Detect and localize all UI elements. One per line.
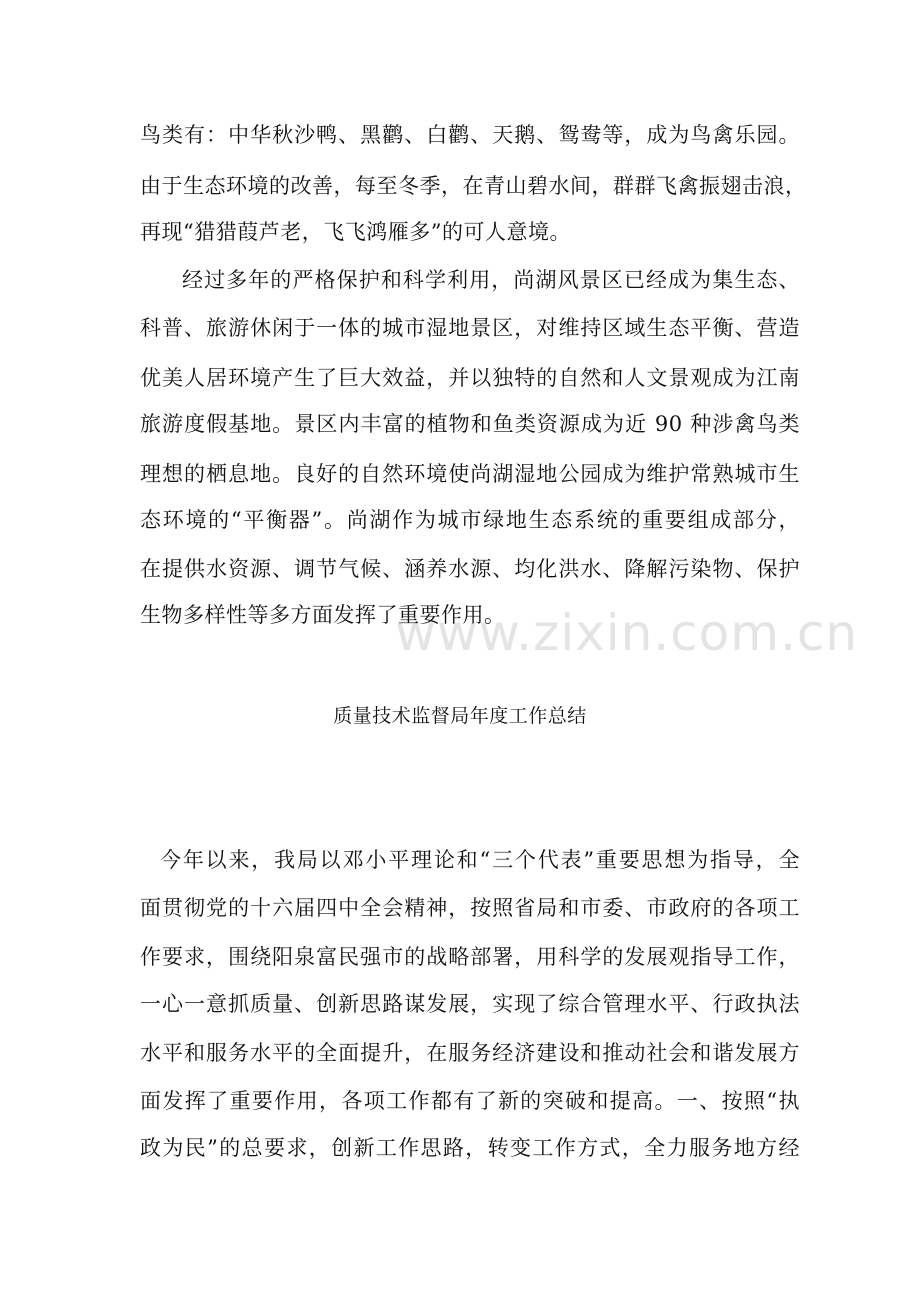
paragraph-3-line-2: 面贯彻党的十六届四中全会精神，按照省局和市委、市政府的各项工 <box>140 896 800 920</box>
paragraph-3-line-1: 今年以来，我局以邓小平理论和“三个代表”重要思想为指导，全 <box>160 848 800 872</box>
paragraph-1-line-3: 再现“猎猎葭芦老，飞飞鸿雁多”的可人意境。 <box>140 220 571 244</box>
paragraph-2-line-2: 科普、旅游休闲于一体的城市湿地景区，对维持区域生态平衡、营造 <box>140 316 800 340</box>
paragraph-3-line-6: 面发挥了重要作用，各项工作都有了新的突破和提高。一、按照“执 <box>140 1089 800 1113</box>
paragraph-3-line-5: 水平和服务水平的全面提升，在服务经济建设和推动社会和谐发展方 <box>140 1041 800 1065</box>
paragraph-2-line-5: 理想的栖息地。良好的自然环境使尚湖湿地公园成为维护常熟城市生 <box>140 462 800 486</box>
paragraph-2-line-1: 经过多年的严格保护和科学利用，尚湖风景区已经成为集生态、 <box>182 268 800 292</box>
watermark-text: www.zixin.com.cn <box>395 604 859 662</box>
paragraph-1-line-2: 由于生态环境的改善，每至冬季，在青山碧水间，群群飞禽振翅击浪， <box>140 174 807 198</box>
paragraph-2-line-4: 旅游度假基地。景区内丰富的植物和鱼类资源成为近 90 种涉禽鸟类 <box>140 412 800 436</box>
paragraph-2-line-3: 优美人居环境产生了巨大效益，并以独特的自然和人文景观成为江南 <box>140 366 800 390</box>
paragraph-2-line-6: 态环境的“平衡器”。尚湖作为城市绿地生态系统的重要组成部分， <box>140 508 800 532</box>
paragraph-3-line-3: 作要求，围绕阳泉富民强市的战略部署，用科学的发展观指导工作， <box>140 945 800 969</box>
paragraph-1-line-1: 鸟类有：中华秋沙鸭、黑鹳、白鹳、天鹅、鸳鸯等，成为鸟禽乐园。 <box>140 123 800 147</box>
paragraph-3-line-4: 一心一意抓质量、创新思路谋发展，实现了综合管理水平、行政执法 <box>140 992 800 1016</box>
paragraph-3-line-7: 政为民”的总要求，创新工作思路，转变工作方式，全力服务地方经 <box>140 1136 800 1160</box>
paragraph-2-line-8: 生物多样性等多方面发挥了重要作用。 <box>140 603 506 627</box>
paragraph-2-line-7: 在提供水资源、调节气候、涵养水源、均化洪水、降解污染物、保护 <box>140 557 800 581</box>
section-title: 质量技术监督局年度工作总结 <box>333 705 587 727</box>
